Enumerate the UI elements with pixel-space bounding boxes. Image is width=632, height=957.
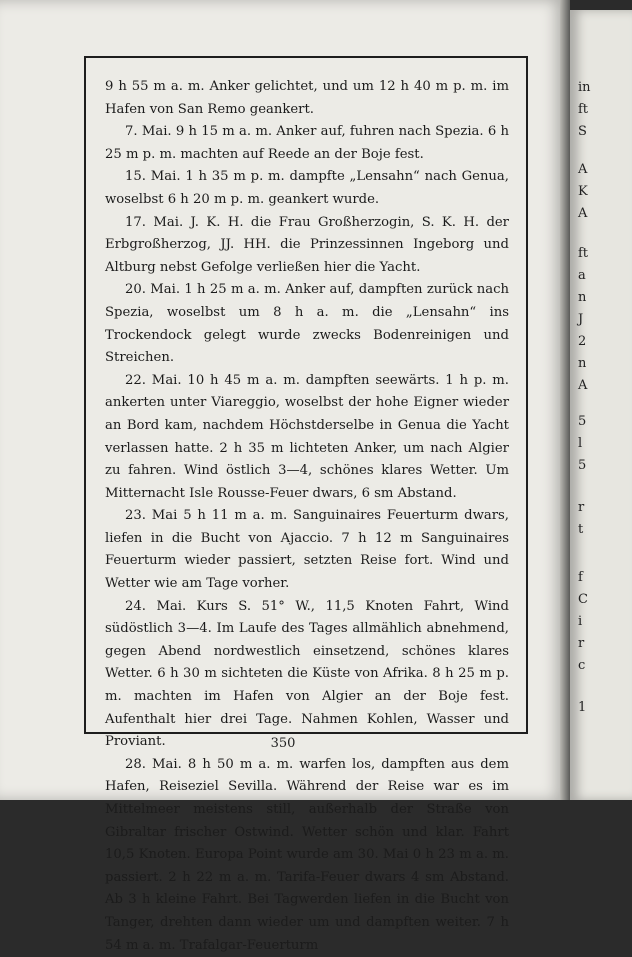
right-page-fragment: K (578, 184, 588, 199)
paragraph: 22. Mai. 10 h 45 m a. m. dampften seewärts. 1 h p. m. ankerten unter Viareggio, woselbst der hohe Eigner wieder an Bord kam, nachdem Höchstderselbe in Genua die Yacht verlassen hatte. 2 h 35 m lichteten Anker, um nach Algier zu fahren. Wind östlich 3—4, schönes klares Wetter. Um Mitternacht Isle Rousse-Feuer dwars, 6 sm Abstand. (105, 372, 509, 501)
right-page-fragment: r (578, 500, 585, 515)
right-page-fragment: S (578, 124, 587, 139)
paragraph: 7. Mai. 9 h 15 m a. m. Anker auf, fuhren nach Spezia. 6 h 25 m p. m. machten auf Reede an der Boje fest. (105, 124, 509, 162)
right-page-fragment: n (578, 290, 587, 305)
right-page-fragment: 5 (578, 458, 587, 473)
right-page-fragment: 1 (578, 700, 587, 715)
right-page-fragment: A (578, 162, 588, 177)
text-block (105, 76, 509, 957)
right-page-fragment: n (578, 356, 587, 371)
right-page-fragment: A (578, 378, 588, 393)
page-number: 350 (270, 736, 296, 751)
right-page-fragment: f (578, 570, 583, 585)
book-gutter (560, 0, 570, 800)
right-page-fragment: 2 (578, 334, 587, 349)
right-page-fragment: c (578, 658, 586, 673)
right-page-fragment: in (578, 80, 591, 95)
paragraph: 15. Mai. 1 h 35 m p. m. dampfte „Lensahn“ nach Genua, woselbst 6 h 20 m p. m. geankert wurde. (105, 169, 509, 207)
paragraph: 20. Mai. 1 h 25 m a. m. Anker auf, dampften zurück nach Spezia, woselbst um 8 h a. m. die „Lensahn“ ins Trockendock gelegt wurde zwecks Bodenreinigen und Streichen. (105, 282, 509, 366)
right-page-fragment: l (578, 436, 583, 451)
paragraph: 24. Mai. Kurs S. 51° W., 11,5 Knoten Fahrt, Wind südöstlich 3—4. Im Laufe des Tages allmählich abnehmend, gegen Abend nordwestlich einsetzend, schönes klares Wetter. 6 h 30 m sichteten die Küste von Afrika. 8 h 25 m p. m. machten im Hafen von Algier an der Boje fest. Aufenthalt hier drei Tage. Nahmen Kohlen, Wasser und Proviant. (105, 598, 509, 750)
paragraph: 9 h 55 m a. m. Anker gelichtet, und um 12 h 40 m p. m. im Hafen von San Remo geankert. (105, 79, 509, 117)
right-page-fragment: A (578, 206, 588, 221)
paragraph: 17. Mai. J. K. H. die Frau Großherzogin, S. K. H. der Erbgroßherzog, JJ. HH. die Prinzessinnen Ingeborg und Altburg nebst Gefolge verließen hier die Yacht. (105, 214, 509, 275)
right-page-fragment: 5 (578, 414, 587, 429)
right-page-fragment: ft (578, 102, 589, 117)
paragraph: 28. Mai. 8 h 50 m a. m. warfen los, dampften aus dem Hafen, Reiseziel Sevilla. Während der Reise war es im Mittelmeer meistens still, außerhalb der Straße von Gibraltar frischer Ostwind. Wetter schön und klar. Fahrt 10,5 Knoten. Europa Point wurde am 30. Mai 0 h 23 m a. m. passiert. 2 h 22 m a. m. Tarifa-Feuer dwars 4 sm Abstand. Ab 3 h kleine Fahrt. Bei Tagwerden liefen in die Bucht von Tanger, drehten dann wieder um und dampften weiter. 7 h 54 m a. m. Trafalgar-Feuerturm (105, 756, 509, 953)
right-page (570, 10, 632, 800)
right-page-fragment: r (578, 636, 585, 651)
right-page-fragment: a (578, 268, 586, 283)
right-page-fragment: i (578, 614, 583, 629)
paragraph: 23. Mai 5 h 11 m a. m. Sanguinaires Feuerturm dwars, liefen in die Bucht von Ajaccio. 7 h 12 m Sanguinaires Feuerturm wieder passiert, setzten Reise fort. Wind und Wetter wie am Tage vorher. (105, 508, 509, 592)
right-page-fragment: J (578, 312, 584, 327)
right-page-fragment: t (578, 522, 584, 537)
right-page-fragment: ft (578, 246, 589, 261)
right-page-fragment: C (578, 592, 588, 607)
